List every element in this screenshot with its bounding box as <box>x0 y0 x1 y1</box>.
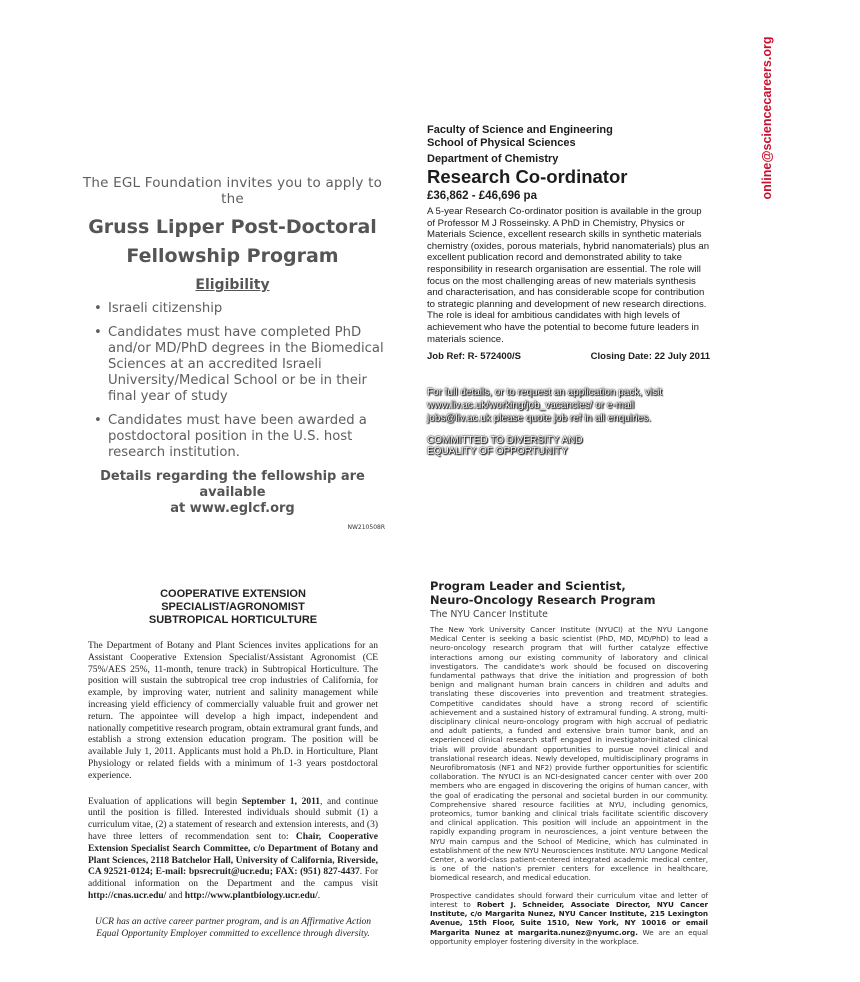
list-item: • Candidates must have been awarded a postdoctoral position in the U.S. host research institution. <box>94 413 367 460</box>
coop-contact-address: Chair, Cooperative Extension Specialist Search Committee, c/o Department of Botany and Plant Sciences, 2118 Batchelor Hall, University of California, Riverside, CA 92521-0124; E-mail: bpsrecruit@ucr.edu; FAX: (951) 827-4437 <box>88 831 378 878</box>
coop-heading: COOPERATIVE EXTENSION SPECIALIST/AGRONOMIST SUBTROPICAL HORTICULTURE <box>148 588 318 626</box>
rc-salary: £36,862 - £46,696 pa <box>427 190 537 202</box>
vertical-email-margin <box>757 36 777 199</box>
rc-diversity-statement: COMMITTED TO DIVERSITY AND EQUALITY OF OPPORTUNITY <box>427 435 583 458</box>
bullet-icon: • <box>94 301 102 316</box>
egl-title-line1: Gruss Lipper Post-Doctoral <box>88 216 377 238</box>
nyu-neuro-oncology-ad <box>430 579 708 946</box>
coop-application-info: Evaluation of applications will begin September 1, 2011, and continue until the position is filled. Interested individuals should submit (1) a curriculum vitae, (2) a statement of research and extension interests, and (3) have three letters of recommendation sent to: Chair, Cooperative Extension Specialist Search Committee, c/o Department of Botany and Plant Sciences, 2118 Batchelor Hall, University of California, Riverside, CA 92521-0124; E-mail: bpsrecruit@ucr.edu; FAX: (951) 827-4437. For additional information on the Department and the campus visit http://cnas.ucr.edu/ and http://www.plantbiology.ucr.edu/. <box>88 796 378 901</box>
coop-description: The Department of Botany and Plant Sciences invites applications for an Assistant Cooperative Extension Specialist/Assistant Agronomist (CE 75%/AES 25%, 11-month, tenure track) in Subtropical Horticulture. The position will sustain the subtropical tree crop industries of California, for example, by improving water, nutrient and salinity management while increasing yield efficiency of commercially valuable fruit and grower net return. The appointee will develop a high impact, independent and nationally competitive research program, obtain extramural grant funds, and establish a strong extension education program. The position will be available July 1, 2011. Applicants must hold a Ph.D. in Horticulture, Plant Physiology or related fields with a minimum of 1-3 years postdoctoral experience. <box>88 641 378 781</box>
rc-job-title: Research Co-ordinator <box>427 166 628 187</box>
rc-department: Department of Chemistry <box>427 153 559 165</box>
egl-website-link[interactable]: at www.eglcf.org <box>170 501 295 516</box>
cooperative-extension-ad <box>88 588 378 940</box>
coop-eeo-statement: UCR has an active career partner program, and is an Affirmative Action Equal Opportunity Employer committed to excellence through diversity. <box>94 916 371 939</box>
list-item: • Candidates must have completed PhD and/or MD/PhD degrees in the Biomedical Sciences at an accredited Israeli University/Medical School or be in their final year of study <box>94 325 384 404</box>
bullet-icon: • <box>94 325 102 340</box>
egl-title <box>80 213 385 271</box>
rc-ref-row <box>427 351 710 362</box>
rc-vacancies-link[interactable]: www.liv.ac.uk/working/job_vacancies/ or e-mail <box>427 400 635 412</box>
egl-eligibility-list <box>80 301 385 461</box>
research-coordinator-ad <box>427 124 710 457</box>
egl-intro: The EGL Foundation invites you to apply to the <box>82 175 383 207</box>
egl-ref-code: NW210508R <box>347 524 385 531</box>
egl-eligibility-heading: Eligibility <box>195 277 270 293</box>
nyu-contact-address: Robert J. Schneider, Associate Director, NYU Cancer Institute, c/o Margarita Nunez, NYU Cancer Institute, 215 Lexington Avenue, 15th Floor, Suite 1510, New York, NY 10016 or email Margarita Nunez at margarita.nunez@nyumc.org. <box>430 899 708 937</box>
rc-apply-info: For full details, or to request an application pack, visit www.liv.ac.uk/working/job_vacancies/ or e-mail jobs@liv.ac.uk please quote job ref in all enquiries. <box>427 386 710 425</box>
plantbiology-link[interactable]: http://www.plantbiology.ucr.edu/ <box>184 890 318 901</box>
nyu-title: Program Leader and Scientist, Neuro-Oncology Research Program <box>430 579 656 607</box>
sciencecareers-email-link[interactable]: online@sciencecareers.org <box>760 36 774 199</box>
cnas-link[interactable]: http://cnas.ucr.edu/ <box>88 890 167 901</box>
nyu-subtitle: The NYU Cancer Institute <box>430 609 548 620</box>
rc-job-ref: Job Ref: R- 572400/S <box>427 351 521 363</box>
nyu-description: The New York University Cancer Institute (NYUCI) at the NYU Langone Medical Center is seeking a basic scientist (PhD, MD, MD/PhD) to lead a neuro-oncology research program that will further catalyze effective interactions among our existing community of laboratory and clinical investigators. The candidate's work should be focused on discovering fundamental pathways that drive the initiation and progression of both benign and malignant human brain cancers in children and adults and translating these discoveries into prevention and treatment strategies. Competitive candidates should have a strong record of scientific achievement and a sustained history of extramural funding. A strong, multi-disciplinary clinical neuro-oncology program with high accrual of pediatric and adult patients, a funded and extensive brain tumor bank, and an experienced clinical research staff engaged in investigator-initiated clinical trials will provide abundant opportunities to pursue novel clinical and translational research ideas. Newly developed, multidisciplinary programs in Neurofibromatosis (NF1 and NF2) provide further opportunities for scientific collaboration. The NYUCI is an NCI-designated cancer center with over 200 members who are engaged in discovering the origins of human cancer, with the goal of eradicating the personal and societal burden in our community. Comprehensive shared resource facilities at NYU, including genomics, proteomics, tumor banking and clinical trials facilitate scientific discovery and clinical application. This position will include an appointment in the rapidly expanding program in neurosciences, a joint venture between the NYU main campus and the School of Medicine, which has culminated in establishment of the new NYU Neurosciences Institute. NYU Langone Medical Center, a world-class patient-centered integrated academic medical center, is one of the nation's premier centers for excellence in healthcare, biomedical research, and medical education. <box>430 625 708 883</box>
rc-description: A 5-year Research Co-ordinator position is available in the group of Professor M J Rosseinsky. A PhD in Chemistry, Physics or Materials Science, excellent research skills in synthetic materials chemistry (oxides, porous materials, hybrid nanomaterials) plus an excellent publication record and demonstrated ability to take responsibility in research organisation are essential. The role will focus on the most challenging areas of new materials synthesis and characterisation, and has considerable scope for contribution to strategic planning and development of new research directions. The role is ideal for ambitious candidates with high levels of achievement who have the potential to become future leaders in materials science. <box>427 206 710 345</box>
rc-faculty: Faculty of Science and Engineering School of Physical Sciences <box>427 124 613 149</box>
rc-closing-date: Closing Date: 22 July 2011 <box>590 351 710 363</box>
rc-email-link[interactable]: jobs@liv.ac.uk please quote job ref in all enquiries. <box>427 413 651 425</box>
egl-fellowship-ad <box>80 175 385 531</box>
egl-title-line2: Fellowship Program <box>126 245 339 267</box>
bullet-icon: • <box>94 413 102 428</box>
nyu-application-info: Prospective candidates should forward their curriculum vitae and letter of interest to Robert J. Schneider, Associate Director, NYU Cancer Institute, c/o Margarita Nunez, NYU Cancer Institute, 215 Lexington Avenue, 15th Floor, Suite 1510, New York, NY 10016 or email Margarita Nunez at margarita.nunez@nyumc.org. We are an equal opportunity employer fostering diversity in the workplace. <box>430 890 709 946</box>
list-item: • Israeli citizenship <box>94 301 223 316</box>
egl-details: Details regarding the fellowship are available at www.eglcf.org <box>80 469 385 517</box>
